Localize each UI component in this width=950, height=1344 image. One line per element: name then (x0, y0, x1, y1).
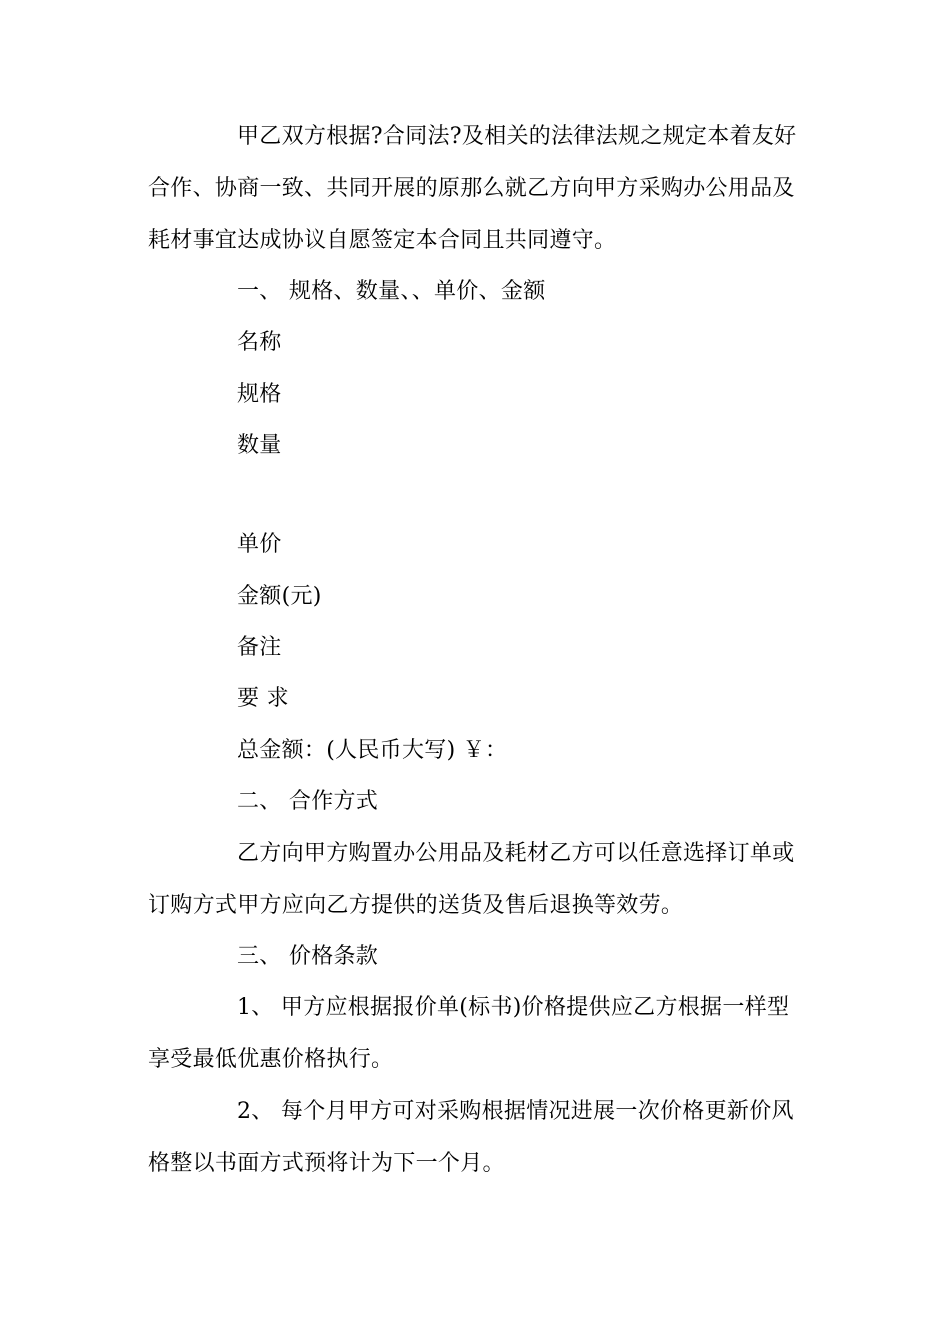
cooperation-paragraph-line-1: 乙方向甲方购置办公用品及耗材乙方可以任意选择订单或 (237, 841, 795, 866)
field-label-unit-price: 单价 (237, 532, 282, 557)
section-heading-2: 二、 合作方式 (237, 789, 379, 814)
field-label-spec: 规格 (237, 382, 282, 407)
cooperation-paragraph-line-2: 订购方式甲方应向乙方提供的送货及售后退换等效劳。 (148, 893, 684, 918)
field-label-amount: 金额(元) (237, 584, 322, 609)
intro-paragraph-line-2: 合作、协商一致、共同开展的原那么就乙方向甲方采购办公用品及 (148, 176, 795, 201)
section-heading-1: 一、 规格、数量、、单价、金额 (237, 279, 546, 304)
field-label-remarks: 备注 (237, 635, 282, 660)
price-clause-2-line-2: 格整以书面方式预将计为下一个月。 (148, 1151, 505, 1176)
section-heading-3: 三、 价格条款 (237, 944, 379, 969)
total-amount-line: 总金额：(人民币大写) ￥： (237, 738, 508, 763)
field-label-name: 名称 (237, 330, 282, 355)
intro-paragraph-line-3: 耗材事宜达成协议自愿签定本合同且共同遵守。 (148, 228, 617, 253)
price-clause-1-line-2: 享受最低优惠价格执行。 (148, 1047, 394, 1072)
intro-paragraph-line-1: 甲乙双方根据?合同法?及相关的法律法规之规定本着友好 (237, 124, 797, 149)
field-label-quantity: 数量 (237, 433, 282, 458)
price-clause-2-line-1: 2、 每个月甲方可对采购根据情况进展一次价格更新价风 (237, 1099, 794, 1124)
field-label-requirements: 要 求 (237, 686, 289, 711)
price-clause-1-line-1: 1、 甲方应根据报价单(标书)价格提供应乙方根据一样型 (237, 995, 790, 1020)
